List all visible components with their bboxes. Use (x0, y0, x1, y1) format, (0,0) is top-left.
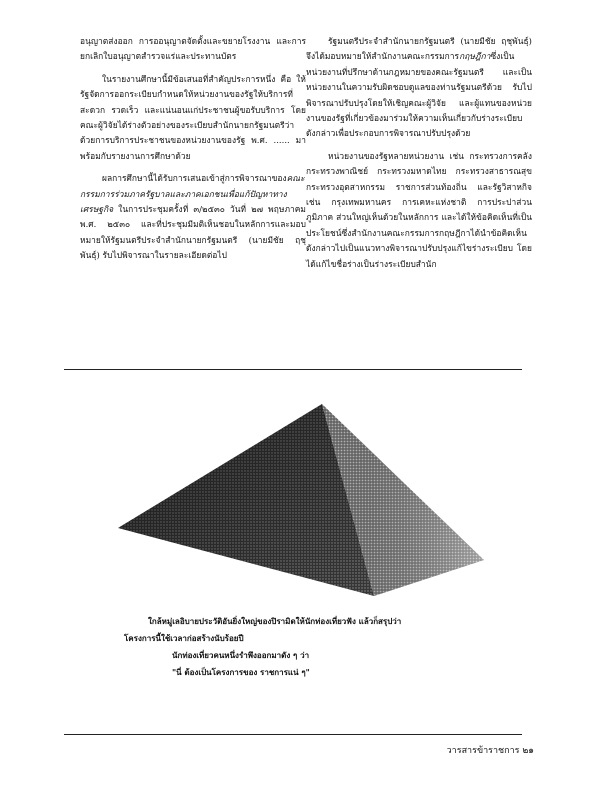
page-footer: วารสารข้าราชการ ๒๑ (446, 746, 534, 756)
left-paragraph-2: ในรายงานศึกษานี้มีข้อเสนอที่สำคัญประการหนึ่ง คือ ให้รัฐจัดการออกระเบียบกำหนดให้หน่วยงานของรัฐให้บริการที่สะดวก รวดเร็ว และแน่นอนแก่ประชาชนผู้ขอรับบริการ โดยคณะผู้วิจัยได้ร่างตัวอย่างของระเบียบสำนักนายกรัฐมนตรีว่าด้วยการบริการประชาชนของหน่วยงานของรัฐ พ.ศ. ...... มาพร้อมกับรายงานการศึกษาด้วย (80, 73, 306, 161)
right-paragraph-1-start: รัฐมนตรีประจำสำนักนายกรัฐมนตรี (นายมีชัย ฤชุพันธุ์) จึงได้มอบหมายให้สำนักงานคณะกรรมการ (306, 36, 532, 62)
left-paragraph-1: อนุญาตส่งออก การออนุญาตจัดตั้งและขยายโรงงาน และการยกเลิกใบอนุญาตสำรวจแร่และประทานบัตร (80, 36, 306, 62)
top-divider (64, 369, 522, 370)
left-paragraph-3 (80, 171, 306, 263)
right-paragraph-1-end: ซึ่งเป็นหน่วยงานที่ปรึกษาด้านกฎหมายของคณะรัฐมนตรี และเป็นหน่วยงานในความรับผิดชอบดูแลของท่านรัฐมนตรีด้วย รับไปพิจารณาปรับปรุงโดยให้เชิญคณะผู้วิจัย และผู้แทนของหน่วยงานของรัฐที่เกี่ยวข้องมาร่วมให้ความเห็นเกี่ยวกับร่างระเบียบดังกล่าวเพื่อประกอบการพิจารณาปรับปรุงด้วย (306, 51, 532, 139)
left-paragraph-3-start: ผลการศึกษานี้ได้รับการเสนอเข้าสู่การพิจารณาของ (102, 173, 287, 184)
right-text-column (306, 34, 532, 279)
caption-line-1: ใกล้หมู่เลอิบายประวัติอันยิ่งใหญ่ของปิรามิดให้นักท่องเที่ยวฟัง แล้วก็สรุปว่า (148, 616, 402, 626)
committee-name-italic: คณะกรรมการร่วมภาครัฐบาลและภาคเอกชนเพื่อแก้ปัญหาทางเศรษฐกิจ (80, 173, 305, 215)
pyramid-illustration-icon (112, 398, 492, 598)
right-paragraph-2: หน่วยงานของรัฐหลายหน่วยงาน เช่น กระทรวงการคลัง กระทรวงพาณิชย์ กระทรวงมหาดไทย กระทรวงสาธารณสุข กระทรวงอุตสาหกรรม ราชการส่วนท้องถิ่น และรัฐวิสาหกิจ เช่น กรุงเทพมหานคร การเคหะแห่งชาติ การประปาส่วนภูมิภาค ส่วนใหญ่เห็นด้วยในหลักการ และได้ให้ข้อคิดเห็นที่เป็นประโยชน์ซึ่งสำนักงานคณะกรรมการกฤษฎีกาได้นำข้อคิดเห็นดังกล่าวไปเป็นแนวทางพิจารณาปรับปรุงแก้ไขร่างระเบียบ โดยได้แก้ไขชื่อร่างเป็นร่างระเบียบสำนัก (306, 150, 532, 269)
bottom-divider (64, 734, 522, 735)
joke-caption (124, 613, 488, 681)
krisdika-italic: กฤษฎีกา (459, 51, 491, 62)
caption-line-4: "นี่ ต้องเป็นโครงการของ ราชการแน่ ๆ" (172, 667, 310, 677)
left-text-column (80, 34, 306, 271)
right-paragraph-1 (306, 34, 532, 142)
caption-line-3: นักท่องเที่ยวคนหนึ่งรำพึงออกมาดัง ๆ ว่า (172, 650, 310, 660)
caption-line-2: โครงการนี้ใช้เวลาก่อสร้างนับร้อยปี (124, 633, 244, 643)
left-paragraph-3-end: ในการประชุมครั้งที่ ๓/๒๕๓๐ วันที่ ๒๗ พฤษภาคม พ.ศ. ๒๕๓๐ และที่ประชุมมีมติเห็นชอบในหลักการและมอบหมายให้รัฐมนตรีประจำสำนักนายกรัฐมนตรี (นายมีชัย ฤชุพันธุ์) รับไปพิจารณาในรายละเอียดต่อไป (80, 204, 306, 261)
